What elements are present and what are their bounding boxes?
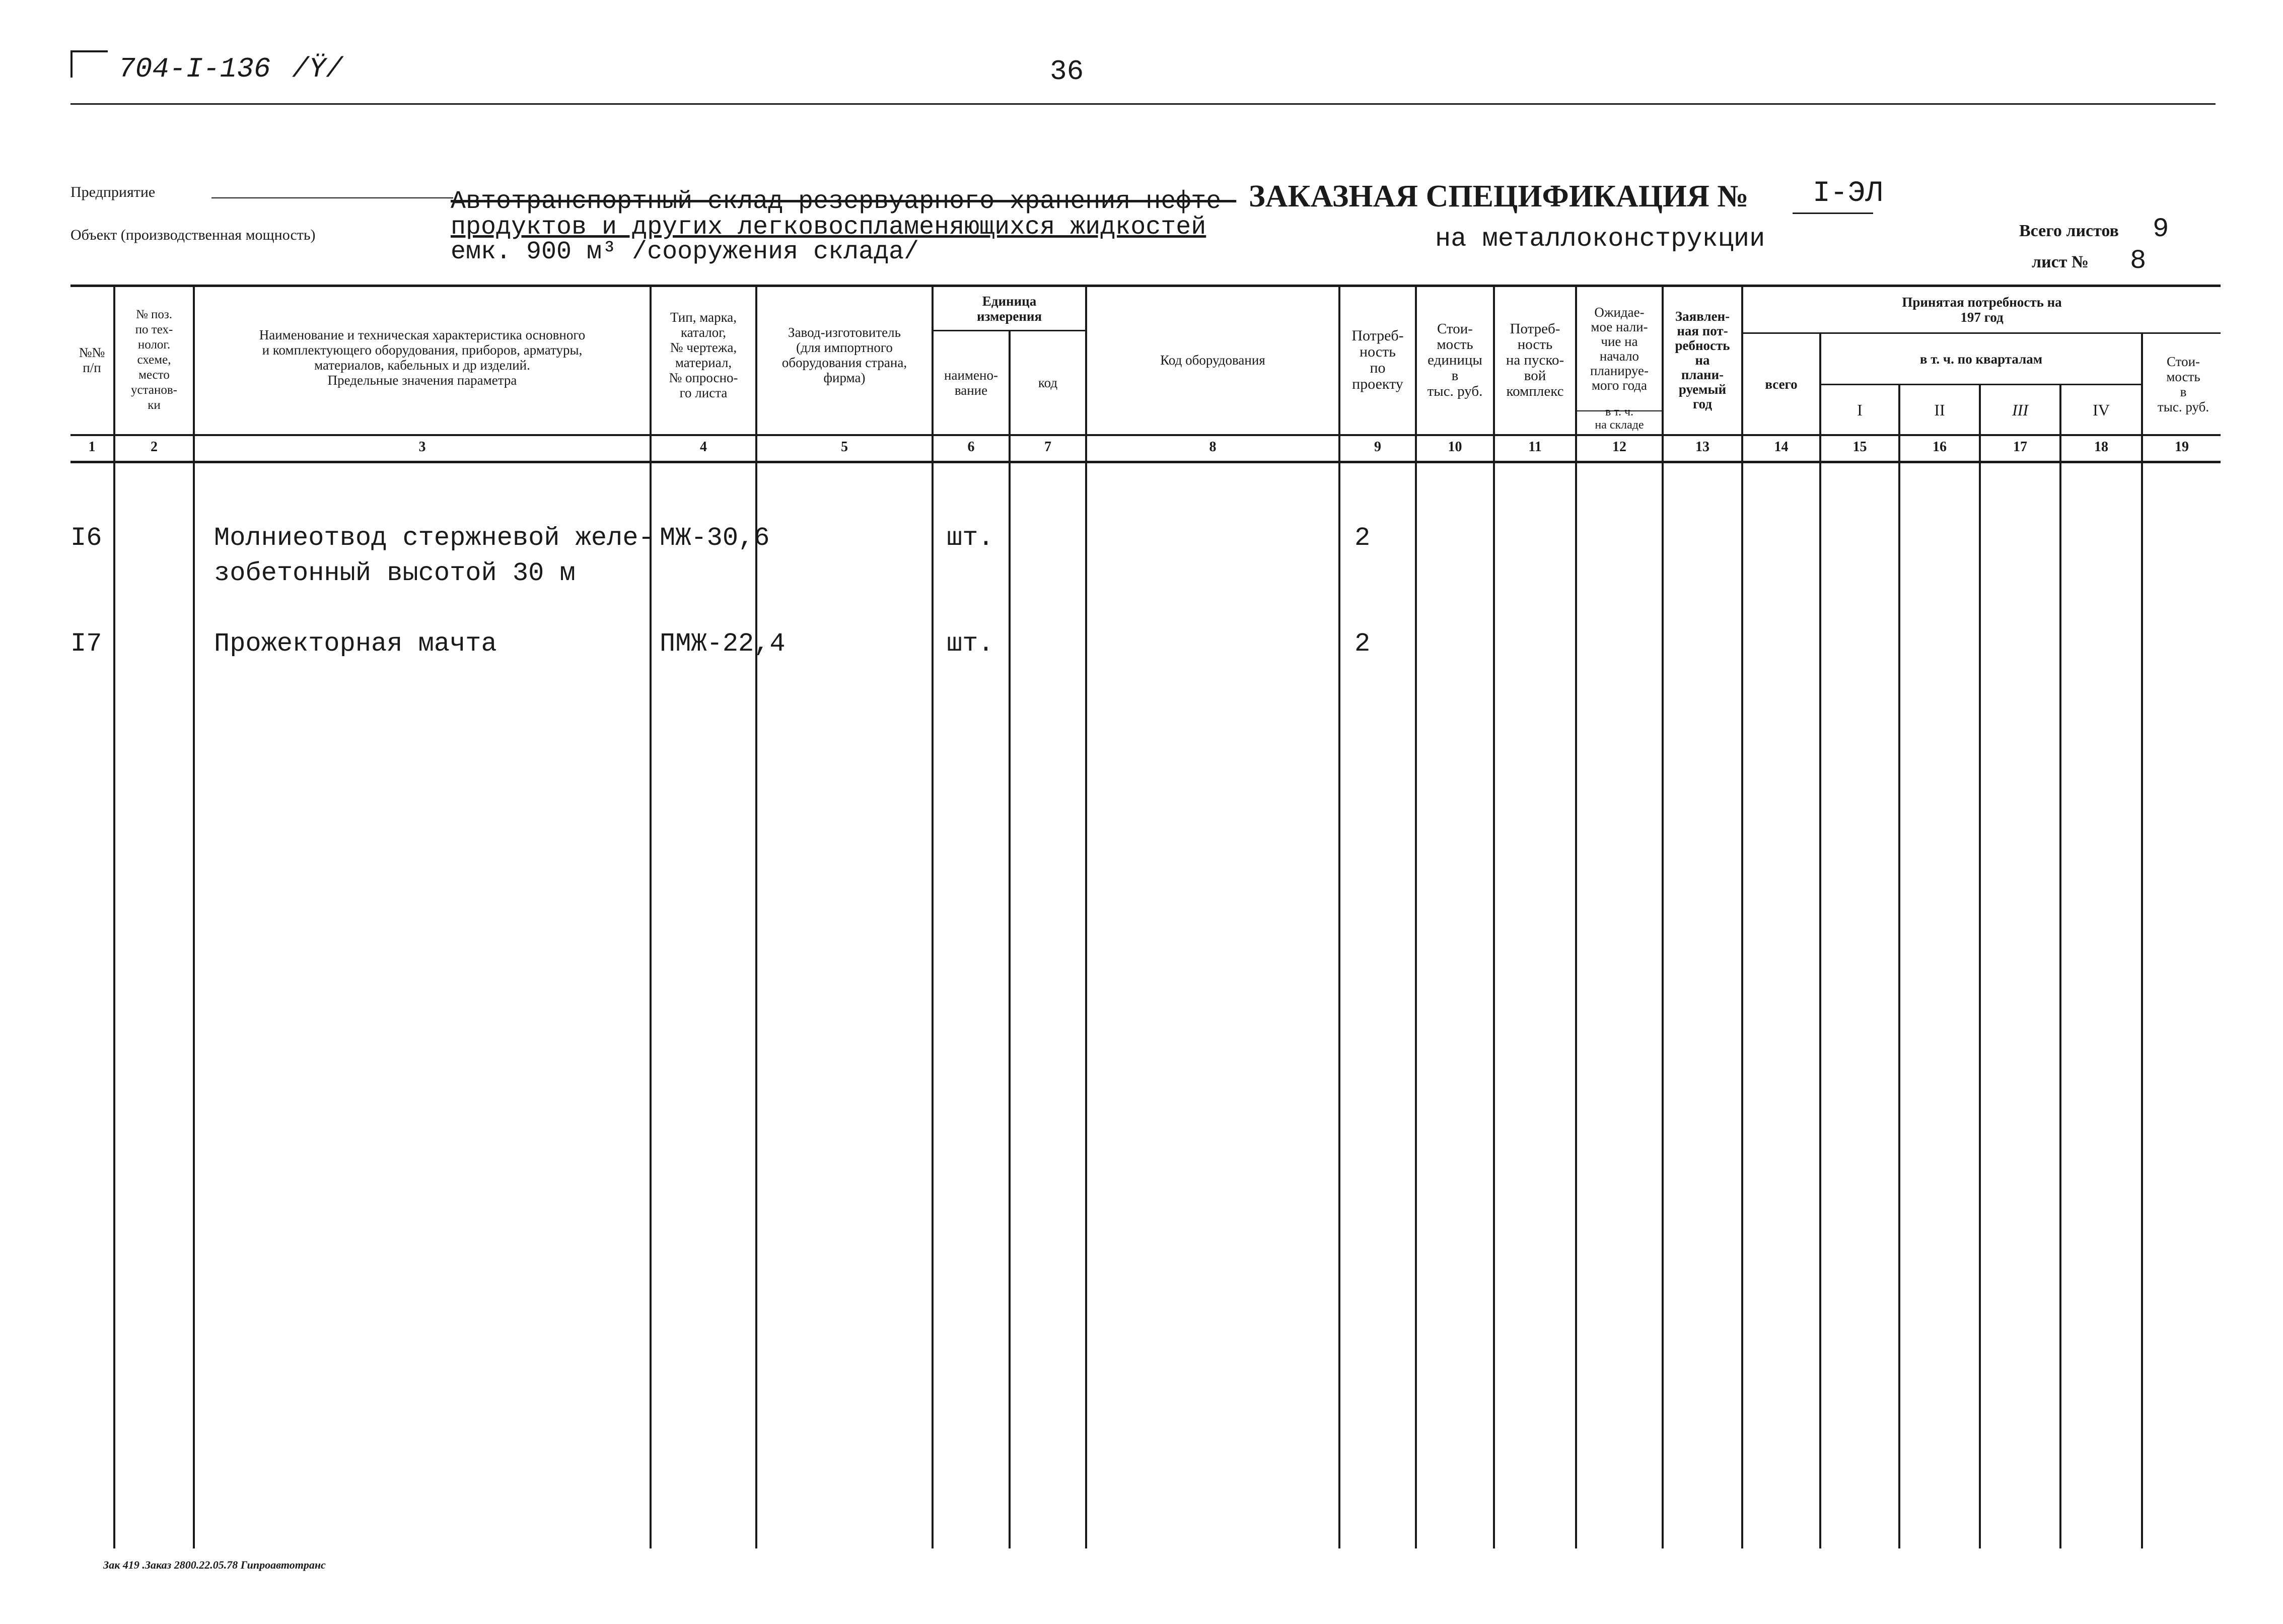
col-number-10: 10 — [1448, 439, 1462, 455]
col-line-m — [1741, 285, 1743, 1548]
need-group-header: Принятая потребность на 197 год — [1902, 295, 2062, 325]
item-type: ПМЖ-22,4 — [660, 629, 786, 659]
col-number-9: 9 — [1374, 439, 1381, 455]
col-number-4: 4 — [700, 439, 707, 455]
item-name-line: Прожекторная мачта — [214, 629, 497, 659]
total-sheets-label: Всего листов — [2019, 222, 2119, 240]
col-number-14: 14 — [1774, 439, 1789, 455]
enterprise-underline — [211, 197, 453, 198]
col-line-n — [1819, 332, 1821, 1548]
col-line-o — [1898, 384, 1900, 1548]
col-line-q — [2059, 384, 2061, 1548]
item-name-line: Молниеотвод стержневой желе- — [214, 523, 654, 553]
col-header-18: IV — [2093, 401, 2110, 419]
item-name-line: зобетонный высотой 30 м — [214, 558, 576, 588]
col-header-7: код — [1038, 375, 1058, 390]
col-line-b — [193, 285, 195, 1548]
col-line-k — [1575, 285, 1577, 1548]
col-header-5: Завод-изготовитель (для импортного оборудования страна, фирма) — [781, 325, 907, 385]
col-header-10: Стои- мость единицы в тыс. руб. — [1427, 320, 1483, 399]
col-header-15: I — [1857, 401, 1863, 419]
col-header-17: III — [2012, 401, 2028, 419]
col-line-d — [755, 285, 757, 1548]
spec-number: I-ЭЛ — [1813, 177, 1883, 210]
sheet-label: лист № — [2032, 253, 2089, 271]
col-header-3: Наименование и техническая характеристика основного и комплектующего оборудования, приборов, арматуры, материалов, кабельных и др изделий. Предельные значения параметра — [259, 327, 586, 388]
col-header-4: Тип, марка, каталог, № чертежа, материал, № опросно- го листа — [669, 310, 738, 400]
col-line-j — [1493, 285, 1495, 1548]
col-number-15: 15 — [1852, 439, 1867, 455]
page-number: 36 — [1050, 55, 1084, 88]
col-number-5: 5 — [841, 439, 848, 455]
col-number-2: 2 — [151, 439, 158, 455]
col-line-p — [1979, 384, 1981, 1548]
col-header-13: Заявлен- ная пот- ребность на плани- руемый год — [1675, 308, 1730, 411]
spec-title: ЗАКАЗНАЯ СПЕЦИФИКАЦИЯ № — [1249, 179, 1749, 214]
col-header-14: всего — [1765, 376, 1798, 392]
col-header-12-stock: в т. ч. на складе — [1595, 405, 1644, 432]
doc-code: 704-I-136 — [118, 53, 271, 85]
enterprise-label: Предприятие — [70, 184, 156, 200]
col-number-19: 19 — [2175, 439, 2189, 455]
need-group-rule — [1743, 332, 2221, 334]
unit-group-header: Единица измерения — [976, 293, 1042, 324]
col-number-11: 11 — [1528, 439, 1542, 455]
top-rule — [70, 103, 2216, 105]
sheet-value: 8 — [2130, 246, 2147, 276]
item-unit: шт. — [947, 629, 994, 659]
col-line-h — [1338, 285, 1340, 1548]
col-number-1: 1 — [88, 439, 96, 455]
col-header-6: наимено- вание — [944, 368, 998, 398]
spec-number-underline — [1793, 213, 1873, 214]
col-line-g — [1085, 285, 1087, 1548]
col-number-6: 6 — [967, 439, 975, 455]
album-number: /Ϋ/ — [292, 53, 343, 85]
object-line-3: емк. 900 м³ /сооружения склада/ — [451, 238, 919, 266]
col-line-f — [1009, 330, 1011, 1548]
col-header-19: Стои- мость в тыс. руб. — [2157, 354, 2209, 414]
object-label: Объект (производственная мощность) — [70, 227, 316, 243]
col-number-8: 8 — [1209, 439, 1217, 455]
col-header-1: №№ п/п — [79, 345, 105, 375]
row-number: I6 — [70, 523, 102, 553]
col-line-l — [1662, 285, 1664, 1548]
col-header-11: Потреб- ность на пуско- вой комплекс — [1506, 320, 1564, 399]
col-number-12: 12 — [1612, 439, 1626, 455]
col-number-3: 3 — [418, 439, 426, 455]
col-header-2: № поз. по тех- нолог. схеме, место установ- ки — [131, 308, 177, 412]
col-line-c — [650, 285, 652, 1548]
corner-mark — [70, 50, 108, 78]
col-number-17: 17 — [2013, 439, 2027, 455]
object-line-1: Автотранспортный склад резервуарного хранения нефте- — [451, 187, 1237, 216]
quarters-group-header: в т. ч. по кварталам — [1919, 351, 2043, 367]
object-line-2: продуктов и других легковоспламеняющихся жидкостей — [451, 213, 1206, 242]
col-header-9: Потреб- ность по проекту — [1351, 327, 1404, 392]
item-unit: шт. — [947, 523, 994, 553]
col-line-a — [113, 285, 115, 1548]
col-header-12: Ожидае- мое нали- чие на начало планируе- мого года — [1590, 304, 1649, 393]
col-number-16: 16 — [1933, 439, 1947, 455]
col-line-i — [1415, 285, 1417, 1548]
col-number-13: 13 — [1695, 439, 1709, 455]
item-type: МЖ-30,6 — [660, 523, 770, 553]
quarters-group-rule — [1821, 384, 2143, 385]
col-header-8: Код оборудования — [1160, 352, 1265, 368]
row-number: I7 — [70, 629, 102, 659]
col-header-16: II — [1934, 401, 1945, 419]
col-number-7: 7 — [1044, 439, 1051, 455]
total-sheets-value: 9 — [2153, 214, 2169, 245]
item-quantity: 2 — [1354, 523, 1371, 553]
item-quantity: 2 — [1354, 629, 1371, 659]
print-mark: Зак 419 .Заказ 2800.22.05.78 Гипроавтотранс — [103, 1559, 326, 1571]
col-line-e — [932, 285, 934, 1548]
col-line-r — [2141, 332, 2143, 1548]
col-number-18: 18 — [2094, 439, 2108, 455]
spec-subtitle: на металлоконструкции — [1435, 224, 1765, 254]
